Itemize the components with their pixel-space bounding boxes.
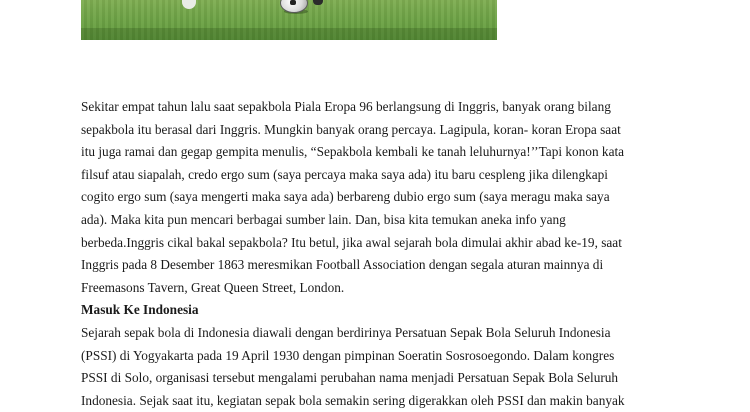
section-heading: Masuk Ke Indonesia xyxy=(81,302,199,318)
text-line: Sejarah sepak bola di Indonesia diawali dengan berdirinya Persatuan Sepak Bola Seluruh Indonesia xyxy=(81,324,611,340)
text-line: PSSI di Solo, organisasi tersebut mengalami perubahan nama menjadi Persatuan Sepak Bola Seluruh xyxy=(81,370,619,386)
text-line: Sekitar empat tahun lalu saat sepakbola Piala Eropa 96 berlangsung di Inggris, banyak orang bilang xyxy=(81,99,611,114)
paragraph-indonesia xyxy=(81,322,661,412)
text-line: cogito ergo sum (saya mengerti maka saya ada) berbareng dubio ergo sum (saya meragu maka saya xyxy=(81,189,610,205)
paragraph-history xyxy=(81,96,661,299)
text-line: sepakbola itu berasal dari Inggris. Mungkin banyak orang percaya. Lagipula, koran- koran Eropa saat xyxy=(81,121,621,137)
text-line: (PSSI) di Yogyakarta pada 19 April 1930 dengan pimpinan Soeratin Sosrosoegondo. Dalam kongres xyxy=(81,347,615,363)
text-line: Indonesia. Sejak saat itu, kegiatan sepak bola semakin sering digerakkan oleh PSSI dan makin banyak xyxy=(81,392,625,408)
text-line: berbeda.Inggris cikal bakal sepakbola? Itu betul, jika awal sejarah bola dimulai akhir abad ke-19, saat xyxy=(81,234,622,250)
grass-shadow xyxy=(81,28,497,40)
text-line: ada). Maka kita pun mencari berbagai sumber lain. Dan, bisa kita temukan aneka info yang xyxy=(81,211,566,227)
text-line: Inggris pada 8 Desember 1863 meresmikan Football Association dengan segala aturan mainnya di xyxy=(81,257,604,273)
text-line: Freemasons Tavern, Great Queen Street, London. xyxy=(81,279,345,295)
text-line: filsuf atau siapalah, credo ergo sum (saya percaya maka saya ada) itu baru cespleng jika dilengkapi xyxy=(81,166,608,182)
article-body xyxy=(81,96,661,412)
text-line: itu juga ramai dan gegap gempita menulis, “Sepakbola kembali ke tanah leluhurnya!’’Tapi konon kata xyxy=(81,144,625,160)
ball-patch xyxy=(290,0,296,5)
soccer-ball-photo xyxy=(81,0,497,40)
